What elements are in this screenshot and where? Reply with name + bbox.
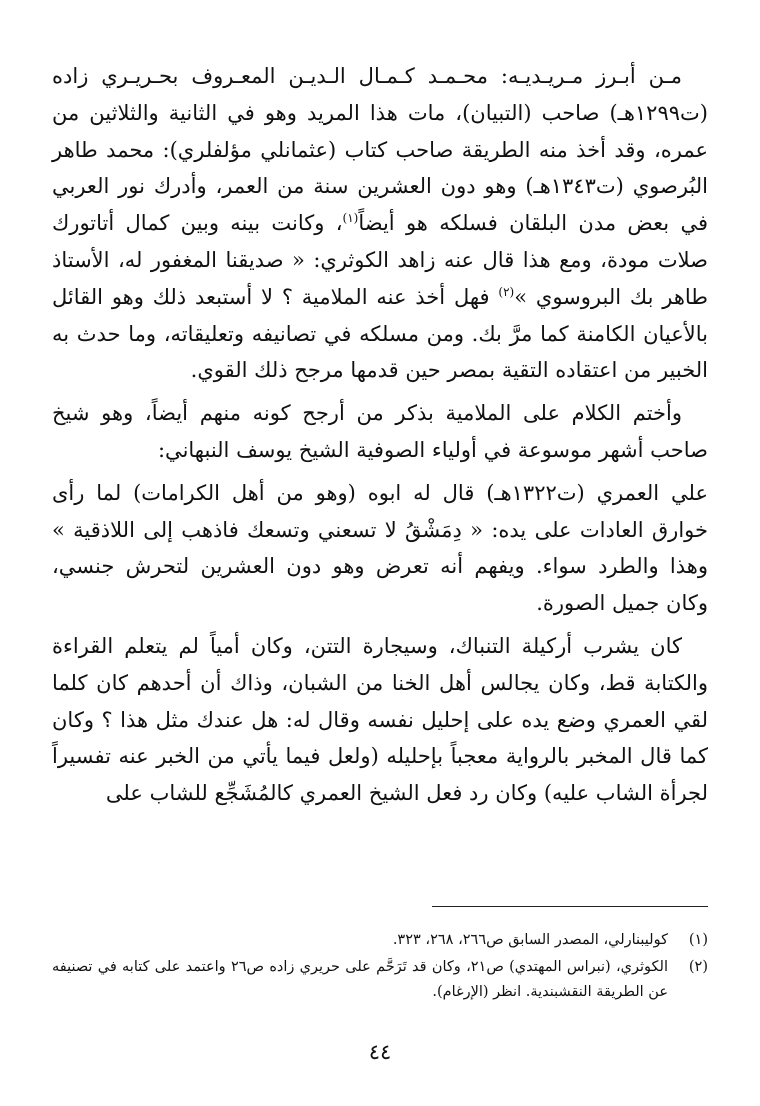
footnote-2 <box>52 955 708 1005</box>
footnote-divider <box>432 906 708 907</box>
footnote-1 <box>52 928 708 953</box>
paragraph-2: وأختم الكلام على الملامية بذكر من أرجح كونه منهم أيضاً، وهو شيخ صاحب أشهر موسوعة في أولياء الصوفية الشيخ يوسف النبهاني: <box>52 401 708 462</box>
footnote-number: (١) <box>688 932 708 948</box>
paragraph-1-end: فهل أخذ عنه الملامية ؟ لا أستبعد ذلك وهو القائل بالأعيان الكامنة كما مرَّ بك. ومن مسلكه في تصانيفه وتعليقاته، وما حدث به الخبير من اعتقاده التقية بمصر حين قدمها مرجح ذلك القوي. <box>52 284 708 383</box>
paragraph-3: علي العمري (ت١٣٢٢هـ) قال له ابوه (وهو من أهل الكرامات) لما رأى خوارق العادات على يده: « دِمَشْقُ لا تسعني وتسعك فاذهب إلى اللاذقية » وهذا والطرد سواء. ويفهم أنه تعرض وهو دون العشرين لتحرش جنسي، وكان جميل الصورة. <box>52 480 708 616</box>
footnotes <box>52 928 708 1007</box>
paragraph-1 <box>52 58 708 389</box>
footnote-number: (٢) <box>688 959 708 975</box>
body-text <box>52 58 708 818</box>
paragraph-4: كان يشرب أركيلة التنباك، وسيجارة التتن، وكان أمياً لم يتعلم القراءة والكتابة قط، وكان يجالس أهل الخنا من الشبان، وذاك أن أحدهم كان كلما لقي العمري وضع يده على إحليل نفسه وقال له: هل عندك مثل هذا ؟ وكان كما قال المخبر بالرواية معجباً بإحليله (ولعل فيما يأتي من الخبر عنه تفسيراً لجرأة الشاب عليه) وكان رد فعل الشيخ العمري كالمُشَجِّع للشاب على <box>52 633 708 806</box>
footnote-text: كوليبنارلي، المصدر السابق ص٢٦٦، ٢٦٨، ٣٢٣. <box>392 932 668 948</box>
footnote-text: الكوثري، (نبراس المهتدي) ص٢١، وكان قد تَرَحَّم على حريري زاده ص٢٦ واعتمد على كتابه في تصنيفه عن الطريقة النقشبندية. انظر (الإرغام). <box>52 959 668 1000</box>
footnote-ref-1: (١) <box>342 211 359 226</box>
footnote-ref-2: (٢) <box>498 284 515 299</box>
paragraph-1-middle: ، وكانت بينه وبين كمال أتاتورك صلات مودة، ومع هذا قال عنه زاهد الكوثري: « صديقنا المغفور له، الأستاذ طاهر بك البروسوي » <box>52 211 709 309</box>
page-number: ٤٤ <box>368 1040 392 1064</box>
paragraph-1-start: مـن أبـرز مـريـديـه: محـمـد كـمـال الـديـن المعـروف بحـريـري زاده (ت١٢٩٩هـ) صاحب (التبيان)، مات هذا المريد وهو في الثانية والثلاثين من عمره، وقد أخذ منه الطريقة صاحب كتاب (عثمانلي مؤلفلري): محمد طاهر البُرصوي (ت١٣٤٣هـ) وهو دون العشرين سنة من العمر، وأدرك نور العربي في بعض مدن البلقان فسلكه هو أيضاً <box>52 64 708 236</box>
